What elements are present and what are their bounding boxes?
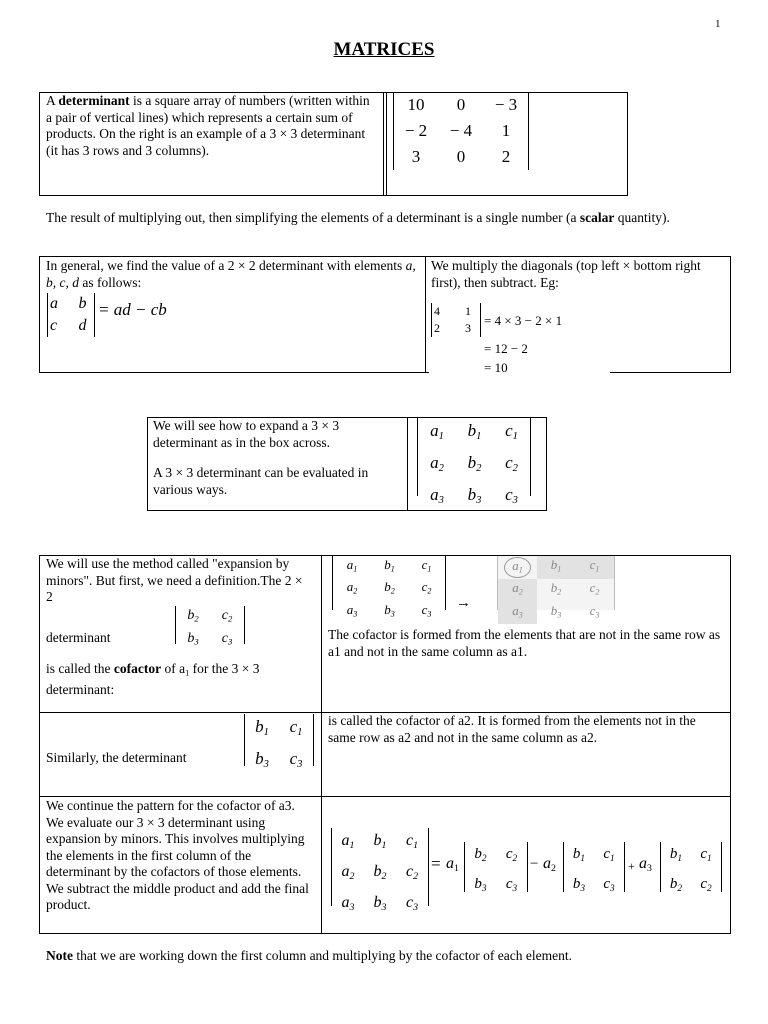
- matrix-element: $c_2$: [505, 453, 518, 475]
- matrix-element: $b_2$: [550, 580, 562, 597]
- text: In general, we find the value of a 2 × 2 determinant with elements: [46, 258, 406, 273]
- matrix-element: $b_3$: [187, 630, 199, 647]
- matrix-element: $c_1$: [575, 556, 614, 579]
- matrix-element: $c_2$: [421, 579, 432, 596]
- matrix-element: 1: [501, 121, 511, 140]
- expand-intro: We will see how to expand a 3 × 3 determinant as in the box across.: [153, 418, 340, 450]
- calc-step-3: = 10: [484, 360, 508, 375]
- matrix-element: $b_1$: [572, 846, 586, 864]
- matrix-element: $a_2$: [498, 579, 537, 601]
- cofactor-a2-determinant: [244, 714, 314, 771]
- matrix-element: $a_2$: [346, 579, 358, 596]
- matrix-element: $c_2$: [589, 580, 600, 597]
- expansion-explanation: We continue the pattern for the cofactor of a3. We evaluate our 3 × 3 determinant using expansion by minors. This involves multiplying the elements in the first column of the determinant by the cofactors of those elements. We subtract the middle product and add the final product.: [46, 798, 309, 912]
- cofactor-a2-text: is called the cofactor of a2. It is formed from the elements not in the same row as a2 and not in the same column as a2.: [328, 713, 696, 745]
- bold-cofactor: cofactor: [113, 661, 162, 676]
- matrix-element: c: [50, 317, 58, 334]
- matrix-element: a: [50, 295, 58, 312]
- row-divider: [39, 796, 731, 797]
- matrix-element: $b_1$: [384, 557, 395, 574]
- para-text: quantity).: [614, 210, 670, 225]
- matrix-element: $c_3$: [221, 630, 233, 647]
- matrix-element: $c_1$: [603, 846, 615, 864]
- matrix-element: $b_2$: [384, 579, 395, 596]
- term-a1: $a_1$: [446, 855, 459, 874]
- matrix-element: 0: [456, 147, 466, 166]
- matrix-element: $b_1$: [467, 421, 482, 443]
- matrix-element: $a_3$: [341, 893, 355, 913]
- example-2x2-determinant: [431, 303, 481, 337]
- matrix-element: $c_3$: [289, 749, 303, 771]
- cofactor-a2-in-expansion: [563, 842, 625, 892]
- similarly-text: Similarly, the determinant: [46, 750, 187, 765]
- matrix-element: 3: [411, 147, 421, 166]
- determinant-label: determinant: [46, 630, 111, 645]
- matrix-element: $b_3$: [255, 749, 269, 771]
- matrix-element: $a_1$: [430, 421, 444, 443]
- para-text: The result of multiplying out, then simplifying the elements of a determinant is a single number (a: [46, 210, 580, 225]
- plus-sign: +: [628, 859, 635, 873]
- diagonal-explanation: We multiply the diagonals (top left × bottom right first), then subtract. Eg:: [431, 258, 701, 290]
- matrix-element: $c_3$: [405, 893, 419, 913]
- matrix-element: $a_3$: [498, 602, 537, 624]
- matrix-element: $b_3$: [474, 875, 487, 894]
- determinant-formula: = ad − cb: [98, 300, 167, 319]
- calc-step-1: = 4 × 3 − 2 × 1: [484, 313, 563, 328]
- matrix-element: 0: [456, 95, 466, 114]
- matrix-element: 2: [434, 321, 440, 335]
- cofactor-definition: [46, 661, 308, 699]
- matrix-element: $b_3$: [384, 601, 395, 619]
- matrix-element: $b_2$: [474, 846, 487, 864]
- expansion-lhs-determinant: [331, 828, 429, 913]
- box-divider: [383, 92, 384, 196]
- matrix-element: $c_2$: [405, 862, 419, 882]
- matrix-element: $b_3$: [467, 485, 482, 507]
- minus-sign: −: [530, 856, 539, 872]
- matrix-element: $b_3$: [572, 875, 586, 894]
- box-divider: [386, 92, 387, 196]
- matrix-element: $c_3$: [589, 602, 600, 620]
- matrix-element: $a_1$: [504, 557, 531, 578]
- matrix-element: $c_3$: [505, 485, 518, 507]
- highlighted-3x3-determinant: [497, 556, 615, 620]
- note-text: that we are working down the first column and multiplying by the cofactor of each element.: [73, 948, 572, 963]
- page-number: 1: [715, 18, 721, 30]
- matrix-element: $c_2$: [505, 846, 518, 864]
- matrix-element: $b_1$: [373, 832, 387, 851]
- matrix-element: $c_1$: [505, 421, 518, 443]
- bold-determinant: determinant: [58, 93, 130, 108]
- matrix-element: $c_2$: [221, 608, 233, 624]
- example-3x3-determinant: [393, 92, 529, 170]
- two-by-two-explanation: [46, 258, 416, 291]
- generic-3x3-determinant: [417, 418, 531, 507]
- text-a: A: [46, 93, 59, 108]
- determinant-definition: [46, 93, 376, 159]
- matrix-element: 4: [434, 304, 440, 318]
- matrix-element: 3: [465, 321, 471, 335]
- matrix-element: $c_1$: [700, 846, 712, 864]
- calc-step-2: = 12 − 2: [484, 341, 528, 356]
- matrix-element: $c_1$: [421, 557, 432, 574]
- matrix-element: $b_3$: [550, 602, 562, 620]
- evaluate-ways: A 3 × 3 determinant can be evaluated in various ways.: [153, 465, 369, 497]
- box-bottom-left: [39, 372, 429, 373]
- matrix-element: 1: [465, 304, 471, 318]
- box-divider: [425, 256, 426, 373]
- matrix-element: 10: [407, 95, 425, 114]
- definition-text: is a square array of numbers (written within a pair of vertical lines) which represents a certain sum of products. On the right is an example of a 3 × 3 determinant (it has 3 rows and 3 columns).: [46, 93, 370, 158]
- cofactor-a1-in-expansion: [464, 842, 528, 892]
- matrix-element: $b_3$: [373, 893, 387, 913]
- matrix-element: $c_3$: [421, 601, 432, 619]
- text: of a: [161, 661, 186, 676]
- cofactor-formation-text: The cofactor is formed from the elements that are not in the same row as a1 and not in the same column as a1.: [328, 627, 721, 659]
- matrix-element: $c_2$: [700, 875, 712, 894]
- equals-sign: =: [431, 854, 441, 873]
- text: as follows:: [79, 274, 142, 290]
- matrix-element: − 3: [494, 95, 518, 114]
- matrix-element: $b_1$: [255, 717, 269, 739]
- matrix-element: $a_3$: [430, 485, 444, 507]
- text: is called the: [46, 661, 114, 676]
- matrix-element: $b_2$: [467, 453, 482, 475]
- matrix-element: $b_2$: [187, 608, 199, 624]
- bold-scalar: scalar: [579, 210, 615, 225]
- matrix-element: $c_3$: [603, 875, 615, 894]
- source-3x3-determinant: [332, 556, 446, 619]
- matrix-element: $c_1$: [289, 717, 303, 739]
- box-divider: [407, 417, 408, 511]
- matrix-element: − 2: [404, 121, 428, 140]
- matrix-element: $a_1$: [341, 832, 355, 851]
- matrix-element: $a_2$: [430, 453, 444, 475]
- matrix-element: $a_1$: [346, 557, 358, 574]
- matrix-element: $a_2$: [341, 862, 355, 882]
- matrix-element: $c_3$: [505, 875, 518, 894]
- matrix-element: $c_1$: [405, 832, 419, 851]
- arrow-icon: →: [456, 595, 471, 611]
- page-title: MATRICES: [333, 39, 435, 60]
- box-bottom-right: [610, 372, 731, 373]
- matrix-element: 2: [501, 147, 511, 166]
- bold-note: Note: [46, 948, 73, 963]
- matrix-element: $b_2$: [373, 862, 387, 882]
- generic-2x2-determinant: [47, 293, 95, 337]
- text: for the 3 × 3 determinant:: [46, 661, 260, 697]
- matrix-element: $b_2$: [669, 875, 683, 894]
- matrix-element: b: [78, 295, 87, 312]
- vars: a, b, c, d: [46, 258, 416, 290]
- term-a2: $a_2$: [543, 855, 556, 874]
- box-divider: [321, 555, 322, 934]
- cofactor-a3-in-expansion: [660, 842, 722, 892]
- cofactor-a1-determinant: [175, 606, 245, 647]
- subscript: 1: [185, 668, 190, 678]
- matrix-element: d: [78, 317, 87, 334]
- method-intro: We will use the method called "expansion by minors". But first, we need a definition.The 2 × 2: [46, 556, 303, 604]
- scalar-paragraph: [46, 210, 736, 227]
- matrix-element: $b_1$: [537, 556, 575, 579]
- term-a3: $a_3$: [639, 855, 652, 874]
- matrix-element: − 4: [449, 121, 473, 140]
- matrix-element: $b_1$: [669, 846, 683, 864]
- matrix-element: $a_3$: [346, 601, 358, 619]
- note-paragraph: [46, 948, 736, 965]
